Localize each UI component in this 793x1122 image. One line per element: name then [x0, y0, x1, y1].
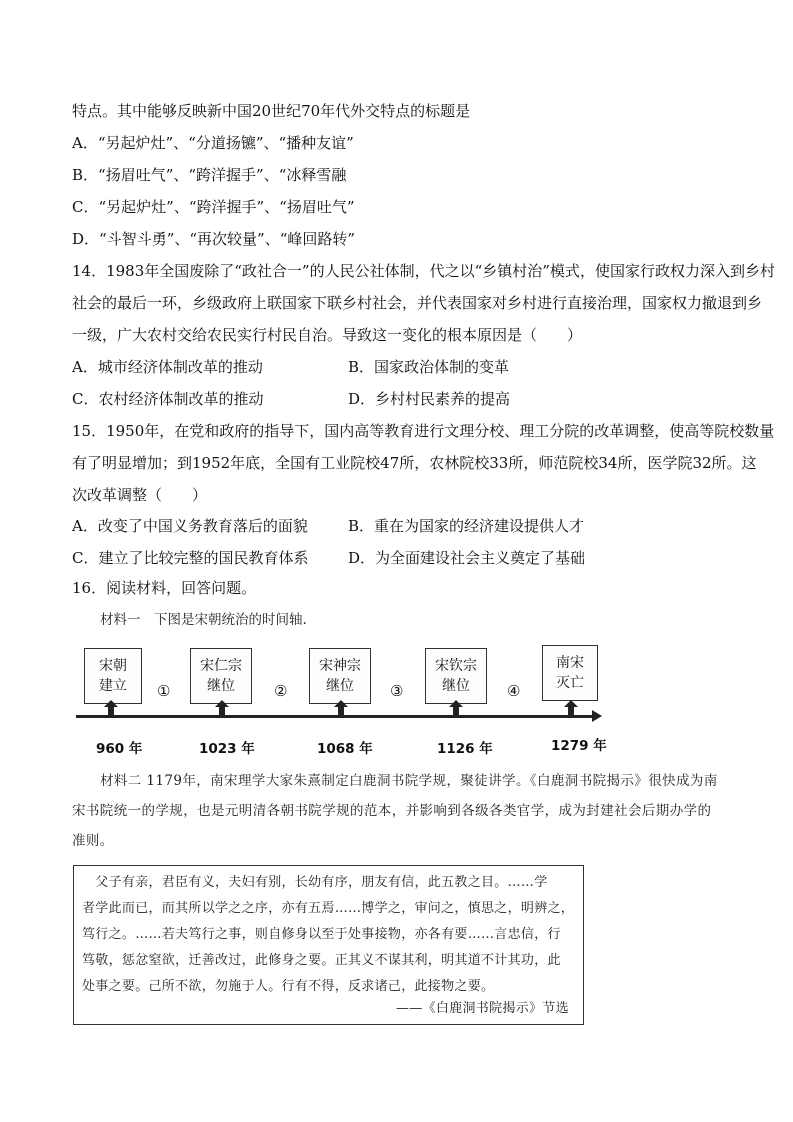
- q15-stem-line-1: 15．1950年，在党和政府的指导下，国内高等教育进行文理分校、理工分院的改革调整，使高等院校数量: [72, 422, 775, 440]
- timeline-box-label: 灭亡: [556, 675, 584, 691]
- timeline-box-label: 宋朝: [99, 658, 127, 674]
- timeline-box-label: 宋钦宗: [435, 658, 477, 674]
- material-2-text: 材料二 1179年，南宋理学大家朱熹制定白鹿洞书院学规，聚徒讲学。《白鹿洞书院揭示》很快成为南宋书院统一的学规，也是元明清各朝书院学规的范本，并影响到各级各类官学，成为封建社会后期办学的准则。: [72, 773, 718, 849]
- q14-option-a: A．城市经济体制改革的推动: [72, 358, 263, 376]
- q14-option-b: B．国家政治体制的变革: [348, 358, 510, 376]
- q13-option-c: C．“另起炉灶”、“跨洋握手”、“扬眉吐气”: [72, 198, 355, 216]
- q14-stem-line-3: 一级，广大农村交给农民实行村民自治。导致这一变化的根本原因是（ ）: [72, 326, 583, 344]
- timeline-year: 1126 年: [437, 741, 493, 757]
- timeline-box-label: 宋神宗: [319, 658, 361, 674]
- timeline-box-label: 宋仁宗: [200, 658, 242, 674]
- timeline-year: 1279 年: [551, 738, 607, 754]
- timeline-box-label: 继位: [326, 678, 354, 694]
- up-arrow-icon: [104, 700, 118, 716]
- arrow-right-icon: [592, 710, 602, 722]
- q14-stem-line-2: 社会的最后一环，乡级政府上联国家下联乡村社会，并代表国家对乡村进行直接治理，国家权力撤退到乡: [72, 294, 763, 312]
- timeline-box-label: 继位: [442, 678, 470, 694]
- timeline-box-label: 建立: [99, 678, 127, 694]
- quote-line: 处事之要。己所不欲，勿施于人。行有不得，反求诸己，此接物之要。: [82, 979, 495, 994]
- q15-option-b: B．重在为国家的经济建设提供人才: [348, 517, 585, 535]
- timeline-slot-3: ③: [390, 682, 404, 700]
- q15-option-a: A．改变了中国义务教育落后的面貌: [72, 517, 308, 535]
- q13-option-b: B．“扬眉吐气”、“跨洋握手”、“冰释雪融: [72, 166, 347, 184]
- timeline-box-southern-song-fall: [542, 645, 598, 701]
- material-1-caption: 材料一 下图是宋朝统治的时间轴.: [100, 612, 307, 628]
- up-arrow-icon: [215, 700, 229, 716]
- timeline-year: 1068 年: [317, 741, 373, 757]
- q13-option-a: A．“另起炉灶”、“分道扬镳”、“播种友谊”: [72, 134, 354, 152]
- q14-option-c: C．农村经济体制改革的推动: [72, 390, 264, 408]
- q13-stem-tail: 特点。其中能够反映新中国20世纪70年代外交特点的标题是: [72, 102, 471, 120]
- quote-source: ——《白鹿洞书院揭示》节选: [396, 1001, 569, 1016]
- timeline-box-label: 南宋: [556, 655, 584, 671]
- quote-line: 父子有亲，君臣有义，夫妇有别，长幼有序，朋友有信，此五教之目。……学: [82, 875, 548, 890]
- quote-line: 笃行之。……若夫笃行之事，则自修身以至于处事接物，亦各有要……言忠信，行: [82, 927, 561, 942]
- timeline-year: 960 年: [96, 741, 143, 757]
- timeline-box-song-founded: [84, 648, 142, 704]
- q13-option-d: D．“斗智斗勇”、“再次较量”、“峰回路转”: [72, 230, 356, 248]
- timeline-box-shenzong: [309, 648, 371, 704]
- timeline-year: 1023 年: [199, 741, 255, 757]
- q14-stem-line-1: 14．1983年全国废除了“政社合一”的人民公社体制，代之以“乡镇村治”模式，使国家行政权力深入到乡村: [72, 262, 775, 280]
- q16-stem: 16．阅读材料，回答问题。: [72, 579, 257, 597]
- timeline-slot-2: ②: [274, 682, 288, 700]
- timeline-box-qinzong: [425, 648, 487, 704]
- q15-option-d: D．为全面建设社会主义奠定了基础: [348, 549, 586, 567]
- q15-stem-line-2: 有了明显增加；到1952年底，全国有工业院校47所，农林院校33所，师范院校34所，医学院32所。这: [72, 454, 757, 472]
- q15-option-c: C．建立了比较完整的国民教育体系: [72, 549, 309, 567]
- timeline-axis: [76, 715, 594, 718]
- up-arrow-icon: [334, 700, 348, 716]
- timeline-box-label: 继位: [207, 678, 235, 694]
- quote-line: 者学此而已，而其所以学之之序，亦有五焉……博学之，审问之，慎思之，明辨之，: [82, 901, 575, 916]
- timeline-slot-4: ④: [507, 682, 521, 700]
- up-arrow-icon: [564, 700, 578, 716]
- quote-line: 笃敬，惩忿窒欲，迁善改过，此修身之要。正其义不谋其利，明其道不计其功，此: [82, 953, 561, 968]
- q14-option-d: D．乡村村民素养的提高: [348, 390, 511, 408]
- up-arrow-icon: [449, 700, 463, 716]
- timeline-box-renzong: [190, 648, 252, 704]
- timeline-slot-1: ①: [157, 682, 171, 700]
- q15-stem-line-3: 次改革调整（ ）: [72, 486, 208, 504]
